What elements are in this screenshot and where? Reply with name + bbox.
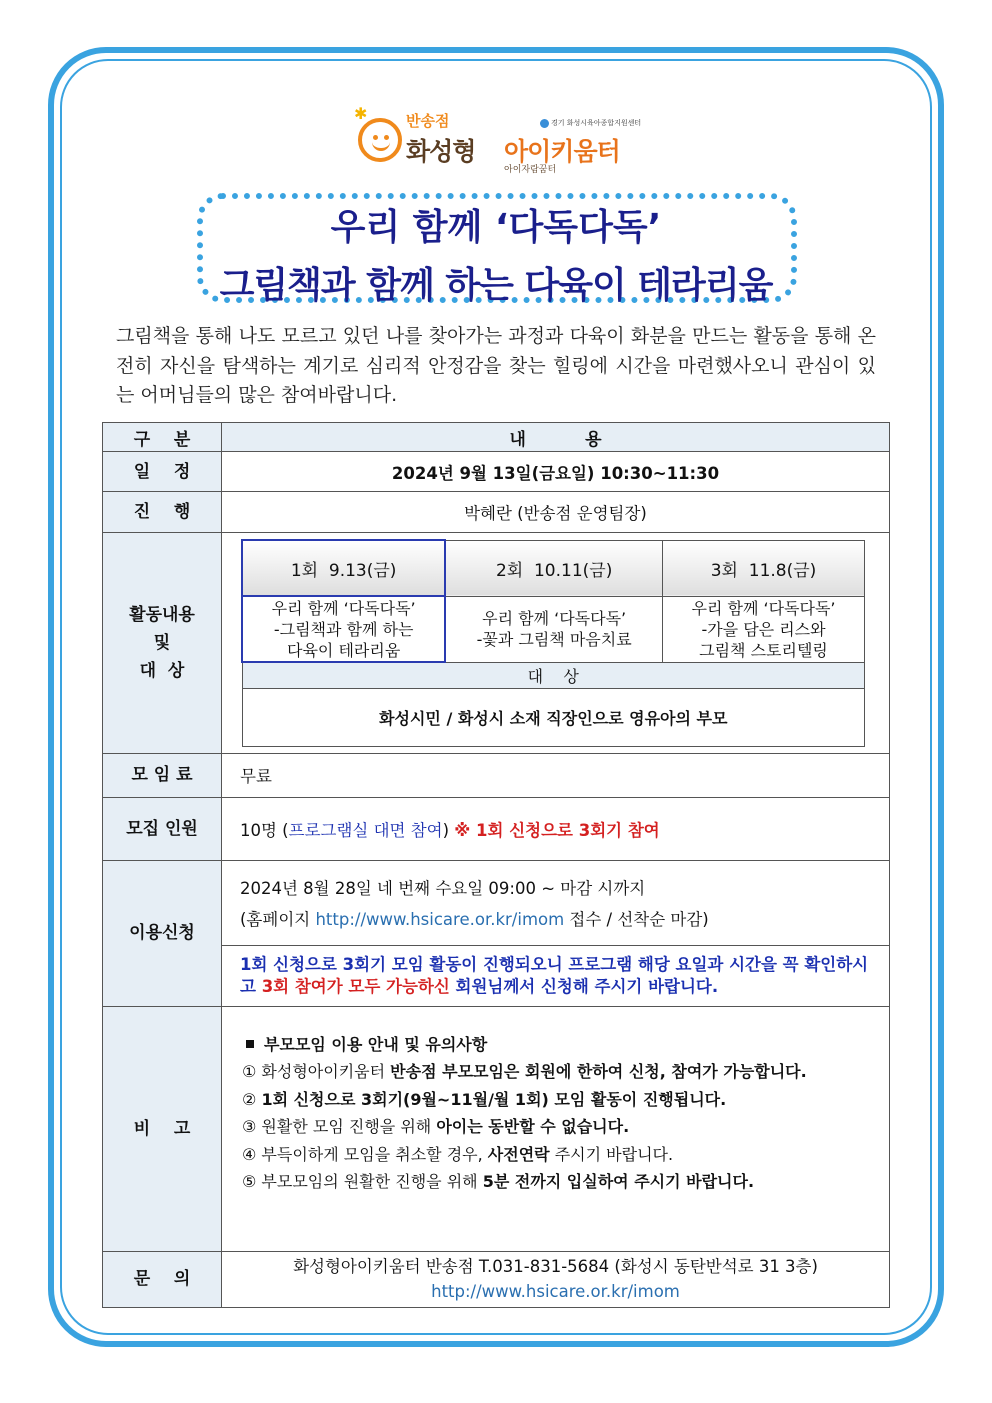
recruit-value: 10명 (프로그램실 대면 참여) ※ 1회 신청으로 3회기 참여 xyxy=(222,797,890,860)
smiley-face-icon xyxy=(358,118,402,162)
title-line1: 우리 함께 ‘다독다독’ xyxy=(330,207,662,248)
remarks-item-5: ⑤ 부모모임의 원활한 진행을 위해 5분 전까지 입실하여 주시기 바랍니다. xyxy=(242,1172,755,1191)
remarks-item-4: ④ 부득이하게 모임을 취소할 경우, 사전연락 주시기 바랍니다. xyxy=(242,1144,674,1164)
session-2-content: 우리 함께 ‘다독다독’ -꽃과 그림책 마음치료 xyxy=(445,596,662,662)
sessions-table xyxy=(241,539,865,747)
remarks-heading: 부모모임 이용 안내 및 유의사항 xyxy=(242,1031,889,1059)
apply-homepage-link[interactable]: http://www.hsicare.or.kr/imom xyxy=(315,909,565,929)
fee-row xyxy=(103,753,890,797)
star-icon: ✱ xyxy=(354,104,368,123)
schedule-value: 2024년 9월 13일(금요일) 10:30~11:30 xyxy=(222,452,890,492)
logo-branch: 반송점 xyxy=(406,112,450,130)
target-header-row xyxy=(242,662,865,688)
recruit-row xyxy=(103,797,890,860)
logo-center-name: 경기 화성시육아종합지원센터 xyxy=(540,118,641,128)
target-row xyxy=(242,688,865,746)
center-logo-icon xyxy=(540,119,549,128)
inquiry-row xyxy=(103,1251,890,1307)
logo xyxy=(354,106,644,176)
logo-name-part2: 아이키움터 xyxy=(504,137,620,166)
session-3-date: 3회 11.8(금) xyxy=(663,540,865,596)
apply-notice: 1회 신청으로 3회기 모임 활동이 진행되오니 프로그램 해당 요일과 시간을 꼭 확인하시고 3회 참여가 모두 가능하신 회원님께서 신청해 주시기 바랍니다. xyxy=(240,954,869,996)
activity-row xyxy=(103,533,890,754)
remarks-row xyxy=(103,1006,890,1251)
inquiry-content xyxy=(222,1251,890,1307)
apply-label: 이용신청 xyxy=(103,860,222,1006)
apply-content xyxy=(222,860,890,1006)
title-line2: 그림책과 함께 하는 다육이 테라리움 xyxy=(219,265,773,306)
session-1-content: 우리 함께 ‘다독다독’ -그림책과 함께 하는 다육이 테라리움 xyxy=(242,596,445,662)
remarks-item-2: ② 1회 신청으로 3회기(9월~11월/월 1회) 모임 활동이 진행됩니다. xyxy=(242,1089,727,1109)
remarks-item-1: ① 화성형아이키움터 반송점 부모모임은 회원에 한하여 신청, 참여가 가능합니다. xyxy=(242,1062,807,1081)
sessions-header-row xyxy=(242,540,865,596)
target-label: 대 상 xyxy=(242,662,865,688)
recruit-note: ※ 1회 신청으로 3회기 참여 xyxy=(454,820,660,840)
remarks-label: 비 고 xyxy=(103,1006,222,1251)
session-2-date: 2회 10.11(금) xyxy=(445,540,662,596)
host-row xyxy=(103,492,890,533)
host-value: 박혜란 (반송점 운영팀장) xyxy=(222,492,890,533)
recruit-mode: 프로그램실 대면 참여 xyxy=(288,820,443,840)
session-3-content: 우리 함께 ‘다독다독’ -가을 담은 리스와 그림책 스토리텔링 xyxy=(663,596,865,662)
inquiry-label: 문 의 xyxy=(103,1251,222,1307)
square-bullet-icon xyxy=(246,1040,254,1048)
target-value: 화성시민 / 화성시 소재 직장인으로 영유아의 부모 xyxy=(242,688,865,746)
activity-label: 활동내용 및 대 상 xyxy=(103,533,222,754)
host-label: 진 행 xyxy=(103,492,222,533)
apply-method: (홈페이지 http://www.hsicare.or.kr/imom 접수 / 선착순 마감) xyxy=(240,909,709,929)
schedule-row xyxy=(103,452,890,492)
session-1-date: 1회 9.13(금) xyxy=(242,540,445,596)
apply-period: 2024년 8월 28일 네 번째 수요일 09:00 ~ 마감 시까지 xyxy=(240,878,646,898)
fee-label: 모 임 료 xyxy=(103,753,222,797)
sessions-body-row xyxy=(242,596,865,662)
info-table xyxy=(102,422,890,1308)
header-content: 내 용 xyxy=(222,423,890,452)
activity-content xyxy=(222,533,890,754)
header-category: 구 분 xyxy=(103,423,222,452)
header-row xyxy=(103,423,890,452)
apply-row xyxy=(103,860,890,1006)
inquiry-homepage-link[interactable]: http://www.hsicare.or.kr/imom xyxy=(431,1282,680,1301)
remarks-item-3: ③ 원활한 모임 진행을 위해 아이는 동반할 수 없습니다. xyxy=(242,1117,630,1136)
inquiry-contact: 화성형아이키움터 반송점 T.031-831-5684 (화성시 동탄반석로 31 3층) xyxy=(293,1257,818,1276)
logo-name-part1: 화성형 xyxy=(406,137,476,166)
intro-text: 그림책을 통해 나도 모르고 있던 나를 찾아가는 과정과 다육이 화분을 만드는 활동을 통해 온전히 자신을 탐색하는 계기로 심리적 안정감을 찾는 힐링에 시간을 마련했사오니 관심이 있는 어머님들의 많은 참여바랍니다. xyxy=(116,325,876,406)
remarks-content xyxy=(222,1006,890,1251)
logo-subtitle: 아이자람꿈터 xyxy=(504,165,557,175)
recruit-label: 모집 인원 xyxy=(103,797,222,860)
schedule-label: 일 정 xyxy=(103,452,222,492)
fee-value: 무료 xyxy=(222,753,890,797)
